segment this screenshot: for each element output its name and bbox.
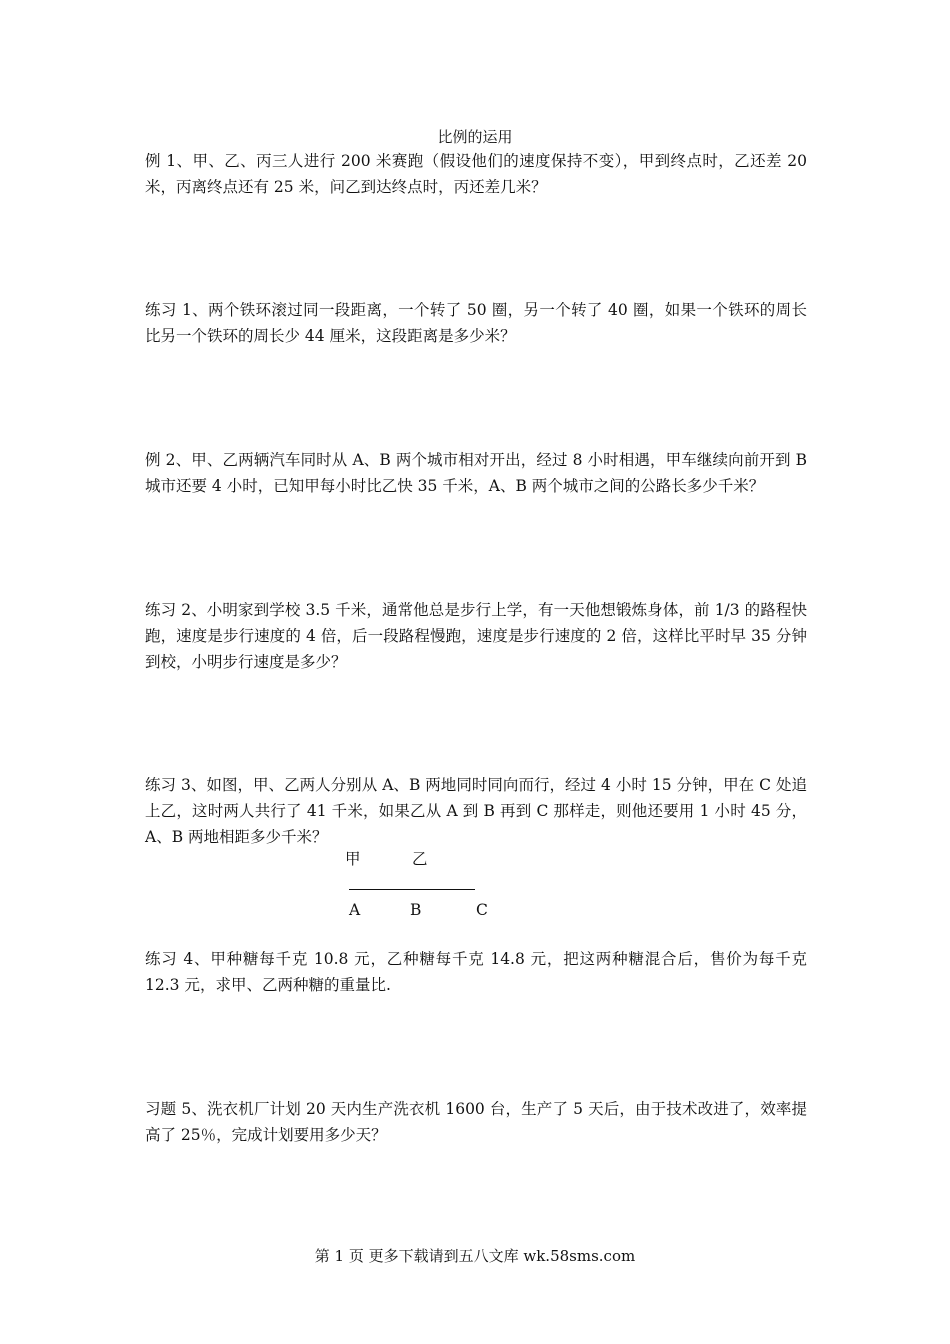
- diagram-point-a: A: [349, 901, 361, 919]
- page-footer: 第 1 页 更多下载请到五八文库 wk.58sms.com: [314, 1247, 636, 1265]
- diagram-label-jia: 甲: [345, 850, 361, 868]
- exercise-5-text: 习题 5、洗衣机厂计划 20 天内生产洗衣机 1600 台，生产了 5 天后，由于技术改进了，效率提高了 25％，完成计划要用多少天？: [145, 1100, 807, 1144]
- practice-3-text: 练习 3、如图，甲、乙两人分别从 A、B 两地同时同向而行，经过 4 小时 15 分钟，甲在 C 处追上乙，这时两人共行了 41 千米，如果乙从 A 到 B 再到 C 那样走，则他还要用 1 小时 45 分，A、B 两地相距多少千米？: [145, 776, 807, 846]
- practice-2-text: 练习 2、小明家到学校 3.5 千米，通常他总是步行上学，有一天他想锻炼身体，前 1/3 的路程快跑，速度是步行速度的 4 倍，后一段路程慢跑，速度是步行速度的 2 倍，这样比平时早 35 分钟到校，小明步行速度是多少？: [145, 601, 807, 671]
- page-title: 比例的运用: [437, 128, 513, 146]
- diagram-label-yi: 乙: [412, 850, 428, 868]
- diagram-point-b: B: [410, 901, 422, 919]
- practice-4-text: 练习 4、甲种糖每千克 10.8 元，乙种糖每千克 14.8 元，把这两种糖混合后，售价为每千克 12.3 元，求甲、乙两种糖的重量比.: [145, 950, 807, 994]
- practice-1-text: 练习 1、两个铁环滚过同一段距离，一个转了 50 圈，另一个转了 40 圈，如果一个铁环的周长比另一个铁环的周长少 44 厘米，这段距离是多少米？: [145, 301, 807, 345]
- example-2-text: 例 2、甲、乙两辆汽车同时从 A、B 两个城市相对开出，经过 8 小时相遇，甲车继续向前开到 B 城市还要 4 小时，已知甲每小时比乙快 35 千米，A、B 两个城市之间的公路长多少千米？: [145, 451, 807, 495]
- distance-diagram: [340, 845, 510, 925]
- diagram-segment-line: [349, 889, 475, 890]
- diagram-point-c: C: [476, 901, 488, 919]
- example-1-text: 例 1、甲、乙、丙三人进行 200 米赛跑（假设他们的速度保持不变），甲到终点时，乙还差 20 米，丙离终点还有 25 米，问乙到达终点时，丙还差几米？: [145, 152, 807, 196]
